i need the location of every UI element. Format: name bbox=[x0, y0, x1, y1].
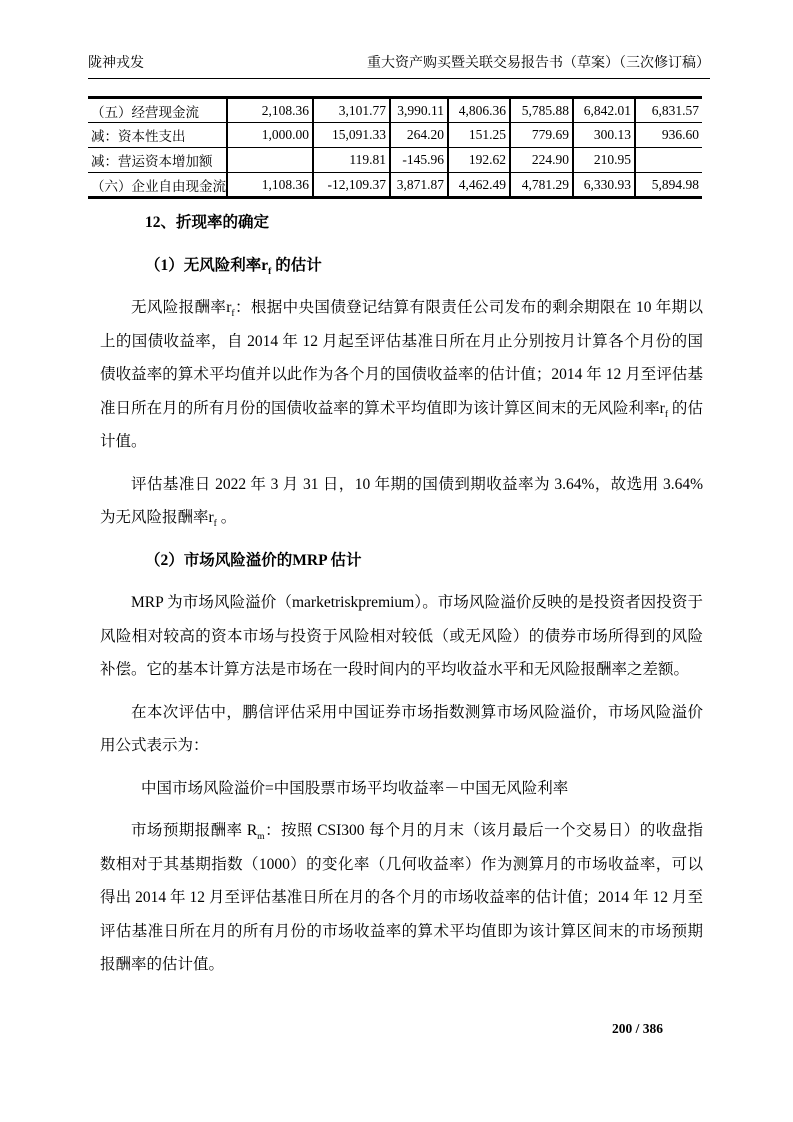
header-company-name: 陇神戎发 bbox=[88, 56, 144, 71]
page-number: 200 / 386 bbox=[611, 1021, 663, 1036]
value-cell: 1,108.36 bbox=[227, 173, 313, 198]
section-heading: （2）市场风险溢价的MRP 估计 bbox=[145, 551, 362, 569]
value-cell: 3,990.11 bbox=[390, 98, 448, 123]
table-row bbox=[88, 148, 702, 173]
value-cell: 6,842.01 bbox=[573, 98, 635, 123]
body-paragraph: 在本次评估中，鹏信评估采用中国证券市场指数测算市场风险溢价，市场风险溢价用公式表示为： bbox=[100, 703, 703, 754]
value-cell: 192.62 bbox=[448, 148, 510, 173]
section-heading: 12、折现率的确定 bbox=[145, 214, 270, 231]
value-cell: 5,894.98 bbox=[635, 173, 702, 198]
cash-flow-table bbox=[88, 96, 702, 199]
formula-line: 中国市场风险溢价=中国股票市场平均收益率－中国无风险利率 bbox=[141, 779, 569, 797]
value-cell: 3,101.77 bbox=[313, 98, 390, 123]
value-cell: 4,806.36 bbox=[448, 98, 510, 123]
value-cell: 2,108.36 bbox=[227, 98, 313, 123]
value-cell: 4,462.49 bbox=[448, 173, 510, 198]
subscript: f bbox=[664, 408, 669, 420]
value-cell: 210.95 bbox=[573, 148, 635, 173]
value-cell: 264.20 bbox=[390, 123, 448, 148]
table-row bbox=[88, 173, 702, 198]
value-cell: 151.25 bbox=[448, 123, 510, 148]
table-row bbox=[88, 98, 702, 123]
body-paragraph: 评估基准日 2022 年 3 月 31 日，10 年期的国债到期收益率为 3.64%，故选用 3.64%为无风险报酬率$r_f$ 。 bbox=[100, 475, 703, 530]
value-cell: 5,785.88 bbox=[510, 98, 573, 123]
value-cell: 300.13 bbox=[573, 123, 635, 148]
body-paragraph: MRP 为市场风险溢价（marketriskpremium）。市场风险溢价反映的是投资者因投资于风险相对较高的资本市场与投资于风险相对较低（或无风险）的债券市场所得到的风险补偿。它的基本计算方法是市场在一段时间内的平均收益水平和无风险报酬率之差额。 bbox=[100, 594, 703, 678]
value-cell: 4,781.29 bbox=[510, 173, 573, 198]
document-body bbox=[100, 206, 703, 982]
value-cell: 936.60 bbox=[635, 123, 702, 148]
value-cell bbox=[635, 148, 702, 173]
header-report-title: 重大资产购买暨关联交易报告书（草案）（三次修订稿） bbox=[367, 56, 710, 71]
value-cell: -145.96 bbox=[390, 148, 448, 173]
value-cell: 119.81 bbox=[313, 148, 390, 173]
value-cell: -12,109.37 bbox=[313, 173, 390, 198]
body-paragraph: 市场预期报酬率 $R_m$：按照 CSI300 每个月的月末（该月最后一个交易日）的收盘指数相对于其基期指数（1000）的变化率（几何收益率）作为测算月的市场收益率，可以得出 2014 年 12 月至评估基准日所在月的各个月的市场收益率的估计值；2014 年 12 月至评估基准日所在月的所有月份的市场收益率的算术平均值即为该计算区间末的市场预期报酬率的估计值。 bbox=[100, 822, 703, 973]
value-cell: 779.69 bbox=[510, 123, 573, 148]
row-label-cell: 减：营运资本增加额 bbox=[88, 148, 227, 173]
page-header bbox=[88, 54, 710, 79]
subscript: f bbox=[268, 265, 272, 277]
row-label-cell: （五）经营现金流 bbox=[91, 104, 199, 120]
section-heading: （1）无风险利率$r_f$ 的估计 bbox=[145, 256, 322, 277]
subscript: m bbox=[257, 831, 265, 843]
subscript: f bbox=[231, 308, 235, 320]
table-row bbox=[88, 123, 702, 148]
cash-flow-table-body bbox=[88, 98, 702, 198]
value-cell: 3,871.87 bbox=[390, 173, 448, 198]
body-paragraph: 无风险报酬率$r_f$：根据中央国债登记结算有限责任公司发布的剩余期限在 10 年期以上的国债收益率，自 2014 年 12 月起至评估基准日所在月止分别按月计算各个月份的国债收益率的算术平均值并以此作为各个月的国债收益率的估计值；2014 年 12 月至评估基准日所在月的所有月份的国债收益率的算术平均值即为该计算区间末的无风险利率$r_f$ 的估计值。 bbox=[100, 299, 703, 450]
value-cell bbox=[227, 148, 313, 173]
value-cell: 6,831.57 bbox=[635, 98, 702, 123]
value-cell: 224.90 bbox=[510, 148, 573, 173]
subscript: f bbox=[213, 518, 217, 530]
value-cell: 6,330.93 bbox=[573, 173, 635, 198]
value-cell: 15,091.33 bbox=[313, 123, 390, 148]
row-label-cell: 减：资本性支出 bbox=[88, 123, 227, 148]
value-cell: 1,000.00 bbox=[227, 123, 313, 148]
row-label-cell: （六）企业自由现金流 bbox=[88, 173, 227, 198]
